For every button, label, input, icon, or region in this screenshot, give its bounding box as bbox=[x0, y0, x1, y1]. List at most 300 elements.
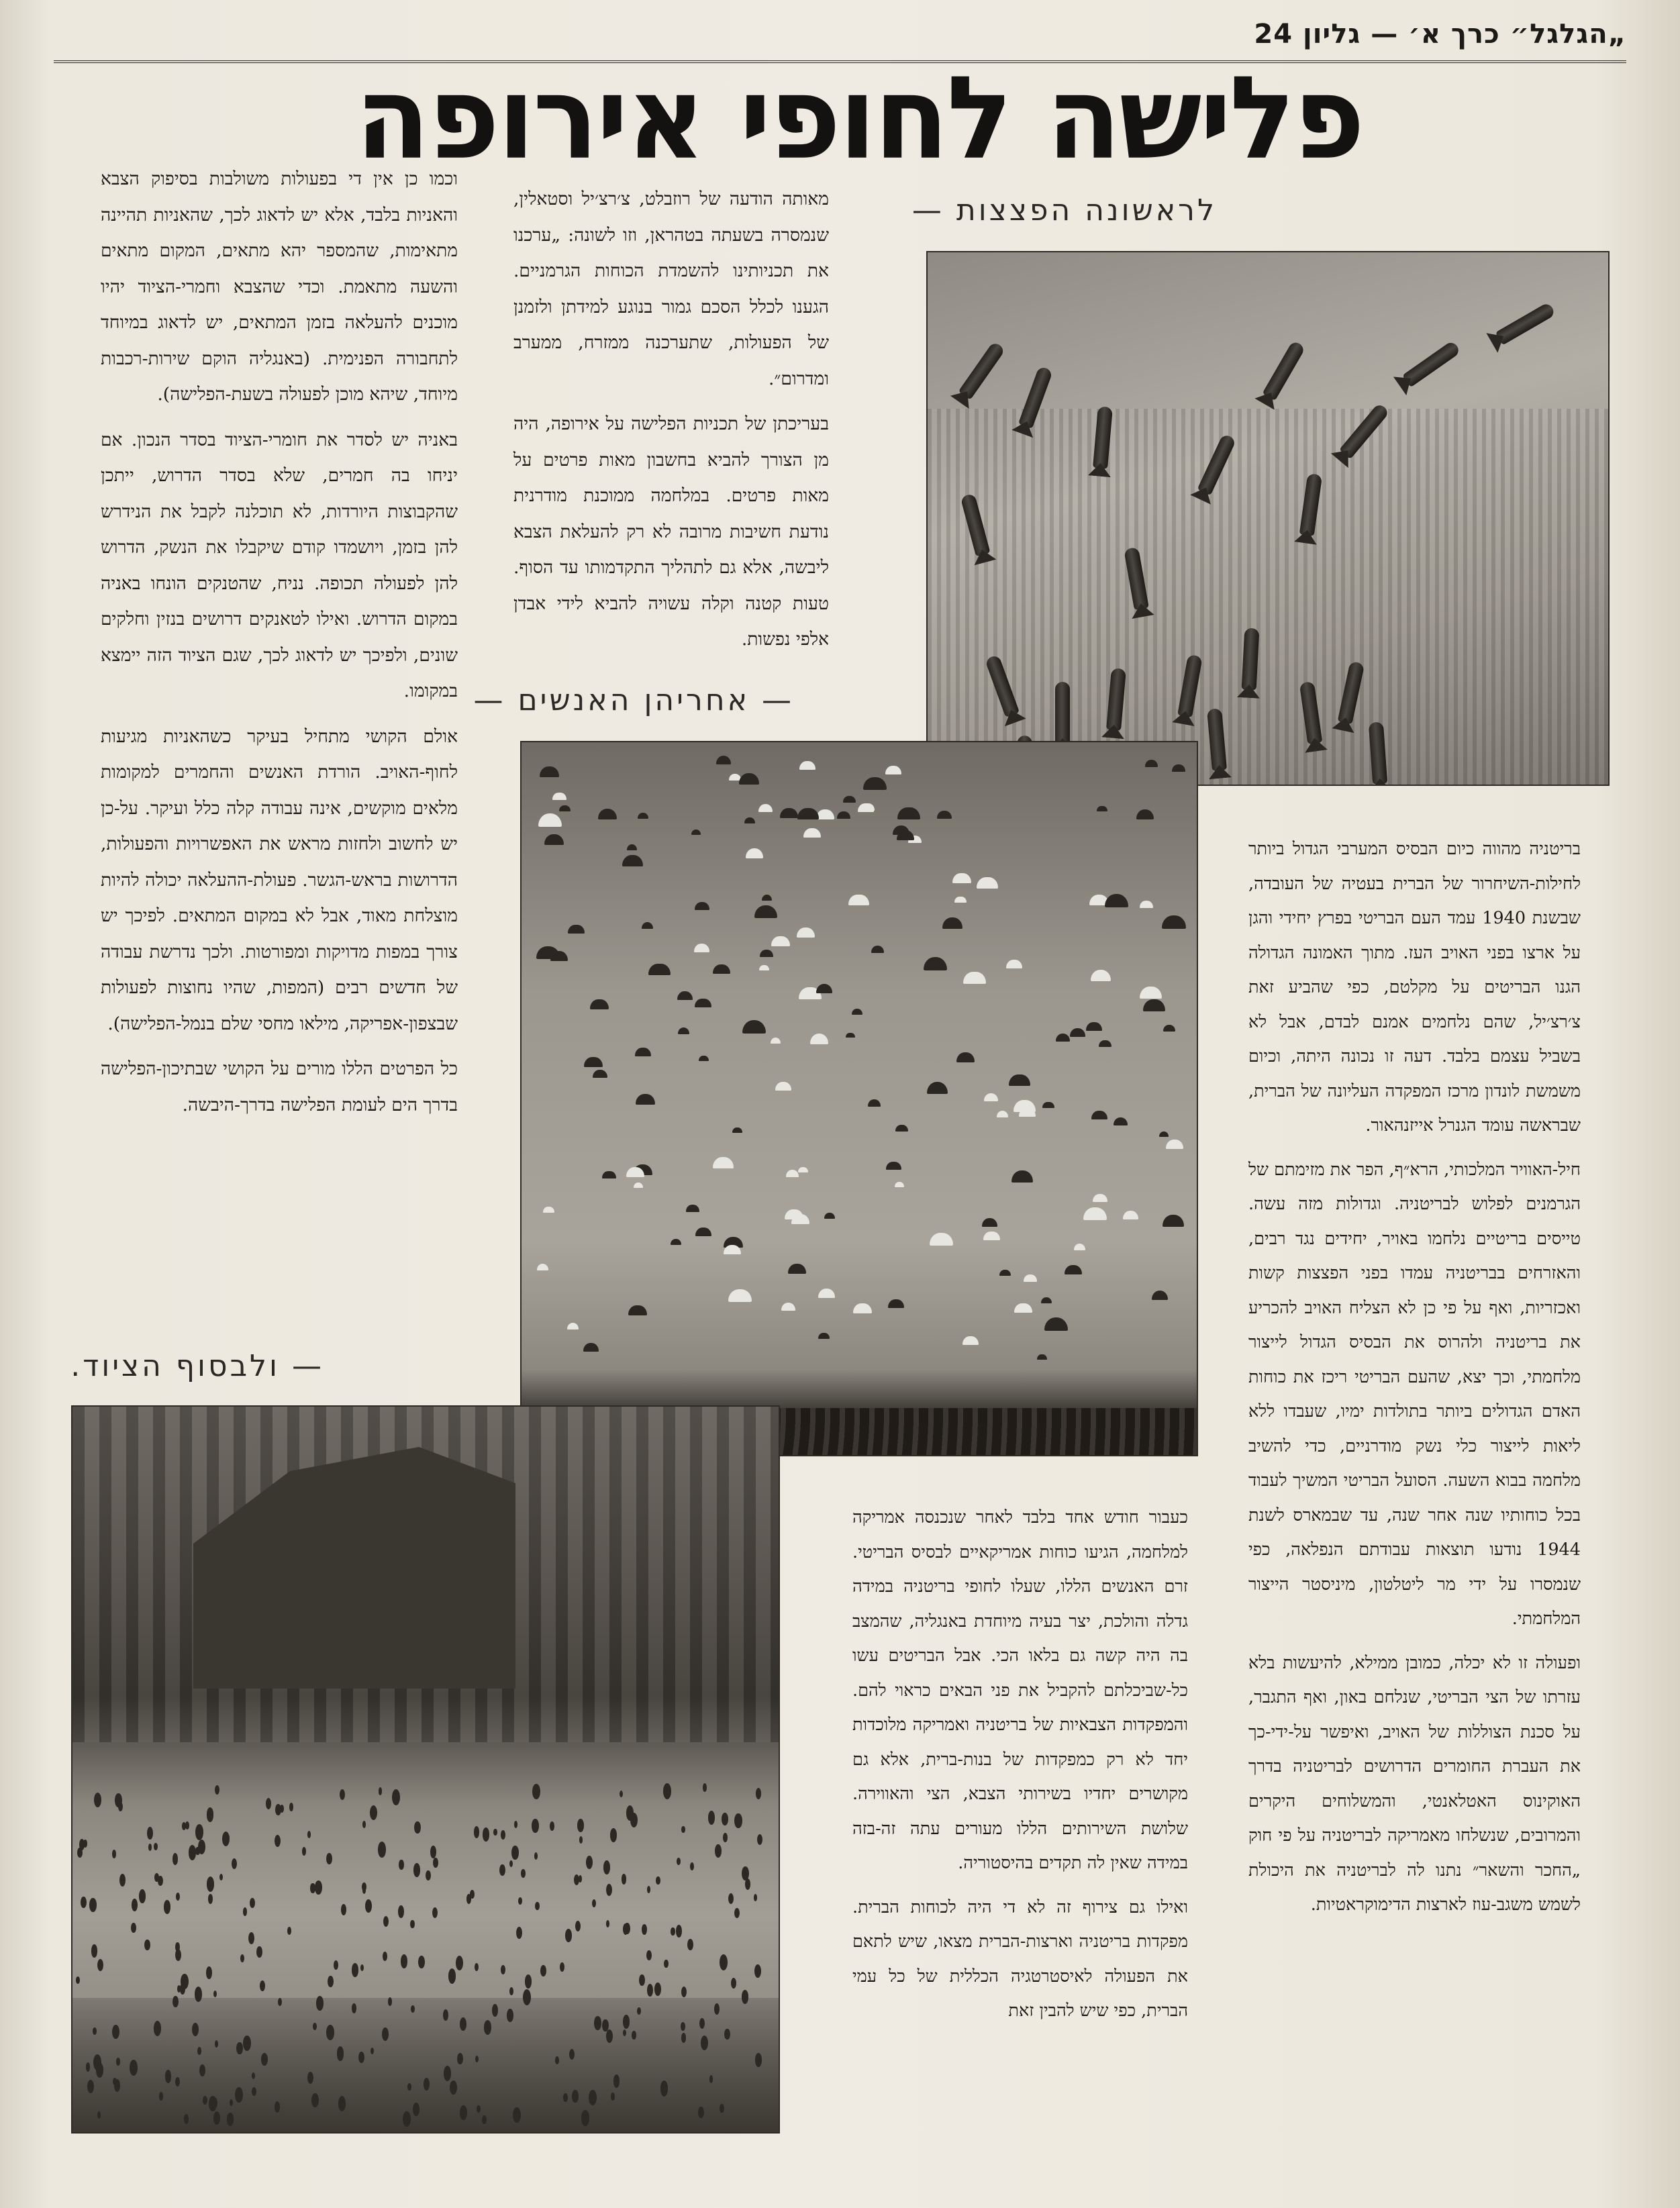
parachute bbox=[742, 1020, 766, 1033]
parachute bbox=[837, 811, 850, 819]
paragraph: מאותה הודעה של רוזבלט, צ׳רצ׳יל וסטאלין, שנמסרה בשעתה בטהראן, וזו לשונה: „ערכנו את תכניותינו להשמדת הכוחות הגרמניים. הגענו לכלל הסכם גמור בנוגע למידתן ולזמנן של הפעולות, שתערכנה ממזרח, ממערב ומדרום״. bbox=[513, 189, 829, 389]
soldier-figure bbox=[734, 1813, 742, 1829]
parachute bbox=[1006, 960, 1022, 968]
soldier-figure bbox=[94, 1793, 101, 1807]
soldier-figure bbox=[703, 1783, 707, 1792]
parachute bbox=[1105, 894, 1128, 907]
parachute bbox=[927, 1082, 948, 1094]
parachute bbox=[602, 1171, 616, 1179]
parachute bbox=[1070, 1028, 1086, 1037]
parachute bbox=[853, 1303, 873, 1314]
soldier-figure bbox=[466, 1894, 472, 1905]
soldier-figure bbox=[76, 1976, 80, 1984]
soldier-figure bbox=[622, 1874, 627, 1884]
soldier-figure bbox=[501, 1830, 505, 1840]
soldier-figure bbox=[577, 1819, 584, 1831]
parachute bbox=[759, 965, 769, 970]
parachute bbox=[622, 855, 643, 866]
parachute bbox=[1159, 1132, 1169, 1137]
soldier-figure bbox=[192, 2023, 199, 2036]
parachute bbox=[816, 984, 832, 993]
soldier-figure bbox=[119, 1874, 126, 1886]
soldier-figure bbox=[654, 1983, 661, 1996]
parachute bbox=[885, 766, 901, 774]
paragraph: ואילו גם צירוף זה לא די היה לכוחות הברית. מפקדות בריטניה וארצות-הברית מצאו, שיש לתאם את הפעולה לאיסטרטגיה הכללית של כל עמי הברית, כפי שיש להבין זאת bbox=[852, 1897, 1188, 2021]
parachute bbox=[886, 1162, 901, 1170]
section-head-first: לראשונה הפצצות — bbox=[911, 193, 1217, 228]
parachute bbox=[691, 830, 701, 835]
soldier-figure bbox=[250, 1898, 255, 1908]
column-right bbox=[1248, 832, 1581, 1932]
parachute bbox=[924, 957, 947, 970]
soldier-figure bbox=[671, 1927, 675, 1936]
soldier-figure bbox=[307, 1831, 311, 1838]
soldier-figure bbox=[592, 1899, 596, 1907]
soldier-figure bbox=[334, 1960, 338, 1970]
soldier-figure bbox=[475, 1963, 479, 1971]
soldier-figure bbox=[275, 1835, 281, 1847]
soldier-figure bbox=[189, 1845, 196, 1860]
soldier-figure bbox=[185, 1821, 189, 1829]
parachute bbox=[552, 793, 566, 801]
soldier-figure bbox=[278, 1998, 282, 2006]
soldier-figure bbox=[623, 2015, 630, 2029]
parachute bbox=[788, 1264, 807, 1274]
parachute bbox=[760, 950, 773, 957]
parachute bbox=[559, 805, 571, 812]
soldier-figure bbox=[731, 1978, 736, 1989]
soldier-figure bbox=[112, 2025, 119, 2039]
parachute bbox=[695, 1227, 711, 1236]
soldier-figure bbox=[87, 2080, 94, 2093]
soldier-figure bbox=[316, 1996, 324, 2010]
parachute bbox=[1172, 764, 1185, 772]
soldier-figure bbox=[139, 1889, 146, 1903]
parachute bbox=[1037, 1354, 1047, 1360]
parachute bbox=[713, 1157, 734, 1168]
parachute bbox=[1114, 1117, 1128, 1125]
parachute bbox=[716, 756, 732, 764]
soldier-figure bbox=[311, 2093, 319, 2107]
parachute bbox=[695, 999, 711, 1008]
parachute bbox=[583, 1343, 599, 1352]
parachute bbox=[860, 803, 875, 811]
soldier-figure bbox=[383, 1952, 387, 1961]
parachute bbox=[1011, 1170, 1033, 1183]
soldier-figure bbox=[407, 2083, 411, 2091]
soldier-figure bbox=[207, 1876, 214, 1892]
parachute bbox=[937, 811, 952, 819]
soldier-figure bbox=[456, 1956, 463, 1971]
soldier-figure bbox=[523, 1989, 531, 2005]
parachute bbox=[584, 1057, 603, 1068]
soldier-figure bbox=[560, 1962, 564, 1972]
parachute bbox=[810, 1034, 829, 1044]
column-top-middle bbox=[513, 181, 829, 667]
soldier-figure bbox=[131, 1923, 136, 1933]
soldier-figure bbox=[493, 1829, 497, 1836]
soldier-figure bbox=[236, 2042, 242, 2055]
parachute bbox=[956, 1052, 975, 1062]
soldier-figure bbox=[352, 1963, 358, 1977]
soldier-figure bbox=[681, 1826, 685, 1834]
soldier-figure bbox=[433, 1858, 438, 1868]
parachute bbox=[739, 773, 759, 784]
paragraph: באניה יש לסדר את חומרי-הציוד בסדר הנכון. אם יניחו בה חמרים, שלא בסדר הדרוש, ייתכן שהקבוצות היורדות, לא תוכלנה לקבל את הנידרש להן בזמן, ויושמדו קודם שיקבלו את הנשק, הדרוש להן לפעולה תכופה. נניח, שהטנקים הונחו באניה במקום הדרוש. ואילו לטאנקים דרושים בנזין וחלקים שונים, ולפיכך יש לדאוג לכך, שגם הציוד הזה יימצא במקומו. bbox=[101, 429, 458, 701]
soldier-figure bbox=[370, 1805, 377, 1820]
parachute bbox=[590, 999, 609, 1009]
soldier-figure bbox=[360, 1964, 364, 1971]
parachute bbox=[635, 1048, 651, 1056]
soldier-figure bbox=[532, 1819, 538, 1833]
soldier-figure bbox=[275, 2101, 280, 2113]
soldier-figure bbox=[565, 1929, 572, 1942]
soldier-figure bbox=[448, 1968, 456, 1984]
parachute bbox=[797, 927, 815, 938]
soldier-figure bbox=[720, 1954, 728, 1970]
parachute bbox=[1099, 1040, 1111, 1048]
soldier-figure bbox=[175, 1949, 181, 1961]
parachute bbox=[732, 1127, 742, 1133]
soldier-figure bbox=[401, 1954, 407, 1968]
soldier-figure bbox=[383, 1916, 389, 1927]
soldier-figure bbox=[676, 1925, 682, 1938]
soldier-figure bbox=[418, 1956, 425, 1968]
section-head-second: — אחריהן האנשים — bbox=[473, 683, 794, 717]
parachute bbox=[797, 808, 819, 819]
soldier-figure bbox=[572, 2090, 579, 2103]
soldier-figure bbox=[256, 1946, 262, 1958]
parachute bbox=[598, 809, 617, 819]
soldier-figure bbox=[289, 1803, 293, 1811]
parachute bbox=[758, 804, 773, 812]
soldier-figure bbox=[148, 1844, 152, 1851]
soldier-figure bbox=[699, 2018, 705, 2029]
parachute bbox=[636, 1094, 655, 1105]
parachute bbox=[1024, 1274, 1037, 1282]
soldier-figure bbox=[514, 1821, 517, 1828]
photo-bombs bbox=[926, 251, 1610, 786]
soldier-figure bbox=[534, 1852, 538, 1860]
soldier-figure bbox=[639, 1974, 644, 1986]
soldier-figure bbox=[164, 1900, 171, 1914]
parachute bbox=[962, 1336, 979, 1345]
parachute bbox=[642, 922, 653, 928]
soldier-figure bbox=[203, 2096, 207, 2105]
soldier-figure bbox=[91, 1944, 98, 1958]
soldier-figure bbox=[589, 2090, 597, 2106]
soldier-figure bbox=[398, 1905, 405, 1918]
soldier-figure bbox=[310, 1883, 315, 1893]
soldier-figure bbox=[611, 2093, 615, 2100]
soldier-figure bbox=[501, 1965, 505, 1974]
column-bottom-middle bbox=[852, 1501, 1188, 2038]
paragraph: ופעולה זו לא יכלה, כמובן ממילא, להיעשות בלא עזרתו של הצי הבריטי, שנלחם באון, ואף התגבר, על סכנת הצוללות של האויב, ואיפשר על-ידי-כך את העברת החומרים הדרושים לבריטניה בדרך האוקינוס האטלאנטי, והמשלוחים היקרים והמרובים, שנשלחו מאמריקה לבריטניה על פי חוק „החכר והשאר״ נתנו לה לבריטניה את היכולת לשמש משגב-עוז לארצות הדימוקראטיות. bbox=[1248, 1652, 1581, 1915]
section-head-third: — ולבסוף הציוד. bbox=[70, 1349, 324, 1383]
soldier-figure bbox=[555, 2056, 559, 2064]
soldier-figure bbox=[483, 1827, 489, 1842]
soldier-figure bbox=[176, 1893, 180, 1901]
soldier-figure bbox=[177, 1985, 181, 1992]
soldier-figure bbox=[606, 1920, 609, 1927]
soldier-figure bbox=[477, 2105, 481, 2113]
soldier-figure bbox=[213, 1991, 217, 1997]
soldier-figure bbox=[518, 1897, 522, 1905]
parachute bbox=[638, 813, 648, 819]
soldier-figure bbox=[511, 1846, 518, 1860]
parachute bbox=[785, 1209, 803, 1220]
soldier-figure bbox=[603, 1860, 611, 1874]
soldier-figure bbox=[97, 2111, 101, 2119]
parachute bbox=[775, 1082, 791, 1091]
soldier-figure bbox=[623, 1923, 628, 1935]
soldier-figure bbox=[116, 2058, 120, 2065]
parachute bbox=[780, 808, 798, 818]
parachute bbox=[952, 873, 971, 883]
parachute bbox=[1014, 1303, 1032, 1313]
parachute bbox=[818, 1289, 835, 1298]
parachute bbox=[999, 1270, 1011, 1276]
parachute bbox=[863, 777, 887, 790]
soldier-figure bbox=[208, 1894, 213, 1904]
soldier-figure bbox=[399, 1860, 403, 1869]
soldier-figure bbox=[219, 1874, 223, 1880]
parachute bbox=[1041, 1297, 1052, 1303]
soldier-figure bbox=[113, 2078, 117, 2085]
parachute bbox=[671, 1239, 681, 1245]
parachute bbox=[544, 834, 564, 845]
soldier-figure bbox=[315, 1880, 322, 1895]
photo-equipment bbox=[71, 1405, 780, 2134]
soldier-figure bbox=[734, 1908, 740, 1918]
parachute bbox=[728, 1289, 752, 1302]
soldier-figure bbox=[341, 1904, 346, 1915]
soldier-figure bbox=[89, 1898, 96, 1912]
soldier-figure bbox=[172, 1853, 179, 1864]
parachute bbox=[724, 1245, 741, 1254]
soldier-figure bbox=[97, 1959, 103, 1971]
parachute bbox=[677, 991, 693, 1000]
soldier-figure bbox=[215, 1785, 219, 1795]
soldier-figure bbox=[358, 2052, 364, 2063]
parachute bbox=[1163, 1025, 1175, 1032]
soldier-figure bbox=[602, 2019, 608, 2031]
soldier-figure bbox=[681, 1987, 687, 1997]
paragraph: חיל-האוויר המלכותי, הרא״ף, הפר את מזימתם של הגרמנים לפלוש לבריטניה. וגדולות מזה עשה. טייסים בריטיים נלחמו באויר, יחידים נגד רבים, והאזרחים בבריטניה עמדו בפני הפצצות קשות ואכזריות, ואף על פי כן לא הצליח האויב להכריע את בריטניה ולהרוס את הבסיס הגדול לייצור מלחמתי, וכך יצא, שהעם הבריטי ריכז את כוחות האדם הגדולים ביותר בתולדות ימיו, שעבדו ללא ליאות לייצור כלי נשק מודרניים, כדי להשיב מלחמה בבוא השעה. הסועל הבריטי המשיך לעבוד בכל כוחותיו שנה אחר שנה, עד שבמארס לשנת 1944 נודעו תוצאות עבודתם הנפלאה, כפי שנמסרו על ידי מר ליטלטון, מיניסטר הייצור המלחמתי. bbox=[1248, 1159, 1581, 1629]
parachute bbox=[1152, 1291, 1168, 1299]
soldier-figure bbox=[261, 2053, 268, 2066]
paragraph: כל הפרטים הללו מורים על הקושי שבתיכון-הפלישה בדרך הים לעומת הפלישה בדרך-היבשה. bbox=[101, 1058, 458, 1115]
parachute bbox=[824, 1213, 835, 1219]
parachute bbox=[816, 809, 834, 819]
soldier-figure bbox=[606, 1884, 612, 1896]
soldier-figure bbox=[687, 1939, 693, 1951]
soldier-figure bbox=[81, 1897, 87, 1908]
soldier-figure bbox=[525, 1974, 532, 1988]
soldier-figure bbox=[413, 2103, 419, 2116]
soldier-figure bbox=[630, 1813, 638, 1827]
parachute bbox=[1042, 1102, 1054, 1109]
soldier-figure bbox=[642, 1924, 647, 1935]
soldier-figure bbox=[647, 1886, 650, 1893]
parachute bbox=[1044, 1317, 1068, 1330]
soldier-figure bbox=[211, 2097, 217, 2109]
soldier-figure bbox=[112, 1850, 116, 1858]
soldier-figure bbox=[147, 1827, 153, 1840]
soldier-figure bbox=[754, 1964, 761, 1978]
parachute bbox=[895, 1182, 905, 1187]
parachute bbox=[1163, 1215, 1184, 1227]
parachute bbox=[852, 1009, 862, 1015]
parachute bbox=[843, 796, 856, 803]
soldier-figure bbox=[444, 2066, 451, 2081]
soldier-figure bbox=[563, 2093, 567, 2102]
soldier-figure bbox=[414, 1821, 420, 1834]
soldier-figure bbox=[581, 2110, 589, 2125]
parachute bbox=[786, 1170, 799, 1176]
soldier-figure bbox=[432, 1907, 438, 1918]
soldier-figure bbox=[535, 1902, 539, 1910]
soldier-figure bbox=[226, 1834, 229, 1842]
parachute bbox=[895, 1125, 908, 1132]
soldier-figure bbox=[232, 1858, 237, 1869]
soldier-figure bbox=[660, 2080, 669, 2096]
soldier-figure bbox=[460, 2105, 467, 2119]
soldier-figure bbox=[362, 1887, 366, 1894]
soldier-figure bbox=[430, 1846, 437, 1858]
parachute bbox=[897, 830, 914, 840]
parachute bbox=[678, 1027, 689, 1034]
headline: פלישה לחופי אירופה bbox=[355, 52, 1363, 185]
parachute bbox=[781, 1303, 795, 1310]
parachute bbox=[686, 1205, 699, 1212]
soldier-figure bbox=[623, 2029, 626, 2036]
photo-parachutes bbox=[520, 741, 1198, 1456]
paragraph: בעריכתן של תכניות הפלישה על אירופה, היה מן הצורך להביא בחשבון מאות פרטים על מאות פרטים. במלחמה ממוכנת מודרנית נודעת חשיבות מרובה לא רק להעלאת הצבא ליבשה, אלא גם לתהליך התקדמותו עד הסוף. טעות קטנה וקלה עשויה להביא לידי אבדן אלפי נפשות. bbox=[513, 413, 829, 650]
parachute bbox=[1065, 1265, 1082, 1274]
parachute bbox=[771, 936, 790, 946]
parachute bbox=[695, 902, 709, 910]
soldier-figure bbox=[663, 1783, 671, 1799]
soldier-figure bbox=[426, 1870, 431, 1880]
parachute bbox=[1091, 970, 1111, 981]
parachute bbox=[954, 897, 967, 903]
soldier-figure bbox=[484, 2020, 491, 2035]
soldier-figure bbox=[195, 1987, 202, 2002]
soldier-figure bbox=[698, 2107, 704, 2118]
soldier-figure bbox=[266, 1798, 271, 1809]
soldier-figure bbox=[260, 1980, 265, 1991]
soldier-figure bbox=[144, 1940, 150, 1951]
parachute bbox=[567, 1323, 579, 1329]
masthead-text: „הגלגל״ כרך א׳ — גליון 24 bbox=[1254, 19, 1626, 50]
soldier-figure bbox=[754, 1894, 757, 1901]
soldier-figure bbox=[664, 1960, 668, 1968]
soldier-figure bbox=[690, 1862, 694, 1870]
soldier-figure bbox=[132, 1899, 138, 1911]
soldier-figure bbox=[575, 1921, 581, 1931]
parachute bbox=[568, 925, 585, 934]
soldier-figure bbox=[378, 1842, 386, 1857]
soldier-figure bbox=[586, 1856, 593, 1869]
parachute bbox=[1166, 1140, 1183, 1149]
parachute bbox=[871, 946, 883, 952]
soldier-figure bbox=[443, 2009, 448, 2021]
soldier-figure bbox=[728, 1893, 734, 1905]
soldier-figure bbox=[77, 1848, 83, 1858]
parachute bbox=[536, 946, 560, 959]
soldier-figure bbox=[507, 2009, 513, 2022]
soldier-figure bbox=[492, 2004, 498, 2017]
parachute bbox=[868, 1099, 881, 1107]
soldier-figure bbox=[499, 1864, 505, 1876]
soldier-figure bbox=[620, 1791, 623, 1797]
parachute bbox=[699, 1056, 709, 1061]
soldier-figure bbox=[594, 2016, 601, 2030]
soldier-figure bbox=[610, 1828, 617, 1842]
parachute bbox=[982, 1218, 997, 1227]
soldier-figure bbox=[130, 2060, 138, 2076]
soldier-figure bbox=[326, 1853, 332, 1864]
soldier-figure bbox=[328, 1976, 333, 1987]
parachute bbox=[930, 1233, 952, 1246]
paragraph: אולם הקושי מתחיל בעיקר כשהאניות מגיעות לחוף-האויב. הורדת האנשים והחמרים למקומות מלאים מוקשים, אינה עבודה קלה כלל ועיקר. על-כן יש לחשוב ולחזות מראש את האפשרויות והפעולות, הדרושות בראש-הגשר. פעולת-ההעלאה יכולה להיות מוצלחת מאוד, אבל לא במקום המתאים. לפיכך יש צורך במפות מדויקות ומפורטות. ולכך נדרשת עבודה של חדשים רבים (המפות, שהיו נחוצות לפעולות שבצפון-אפריקה, מילאו מחסי שלם בנמל-הפלישה). bbox=[101, 725, 458, 1034]
parachute bbox=[1143, 999, 1165, 1011]
soldier-figure bbox=[118, 1802, 123, 1811]
soldier-figure bbox=[474, 1826, 480, 1838]
soldier-figure bbox=[154, 2021, 161, 2036]
soldier-figure bbox=[513, 2107, 521, 2123]
soldier-figure bbox=[509, 1860, 513, 1867]
soldier-figure bbox=[275, 1804, 281, 1815]
parachute bbox=[1093, 1194, 1108, 1202]
soldier-figure bbox=[646, 1950, 652, 1960]
soldier-figure bbox=[243, 2036, 251, 2051]
parachute bbox=[818, 1333, 830, 1339]
parachute bbox=[1074, 1244, 1085, 1250]
parachute bbox=[1140, 901, 1152, 908]
soldier-figure bbox=[252, 2087, 256, 2097]
parachute bbox=[897, 807, 920, 820]
parachute bbox=[997, 1111, 1008, 1117]
soldier-figure bbox=[287, 1927, 291, 1935]
parachute bbox=[593, 1070, 607, 1078]
parachute bbox=[628, 1305, 647, 1315]
soldier-figure bbox=[757, 1834, 762, 1845]
soldier-figure bbox=[243, 1907, 248, 1916]
soldier-figure bbox=[656, 1876, 660, 1885]
parachute bbox=[537, 1264, 549, 1270]
soldier-figure bbox=[516, 1927, 522, 1939]
soldier-figure bbox=[365, 1899, 372, 1913]
parachute bbox=[942, 917, 962, 928]
soldier-figure bbox=[724, 2029, 730, 2040]
parachute bbox=[1123, 1211, 1138, 1219]
parachute bbox=[888, 1299, 904, 1308]
parachute bbox=[1009, 1074, 1030, 1087]
soldier-figure bbox=[450, 2080, 457, 2095]
soldier-figure bbox=[708, 1811, 715, 1825]
soldier-figure bbox=[509, 1987, 513, 1995]
paragraph: כעבור חודש אחד בלבד לאחר שנכנסה אמריקה למלחמה, הגיעו כוחות אמריקאיים לבסיס הבריטי. זרם האנשים הללו, שעלו לחופי בריטניה במידה גדלה והולכת, יצר בעיה מיוחדת באנגליה, שהמצב בה היה קשה גם בלאו הכי. אבל הבריטים עשו כל-שביכלתם להקביל את פני הבאים כראוי להם. והמפקדות הצבאיות של בריטניה ואמריקה מלוכדות יחד לא רק כמפקדות של בנות-ברית, אלא גם מקושרים יחדיו בשירותי הצבא, הצי והאווירה. שלושת השירותים הללו מעורים עתה זה-בזה במידה שאין לה תקדים בהיסטוריה. bbox=[852, 1507, 1188, 1873]
parachute bbox=[848, 895, 869, 906]
parachute bbox=[771, 1038, 781, 1043]
parachute bbox=[846, 1033, 855, 1038]
parachute bbox=[538, 813, 562, 827]
parachute bbox=[762, 895, 772, 900]
soldier-figure bbox=[340, 1789, 345, 1800]
soldier-figure bbox=[181, 1974, 189, 1990]
